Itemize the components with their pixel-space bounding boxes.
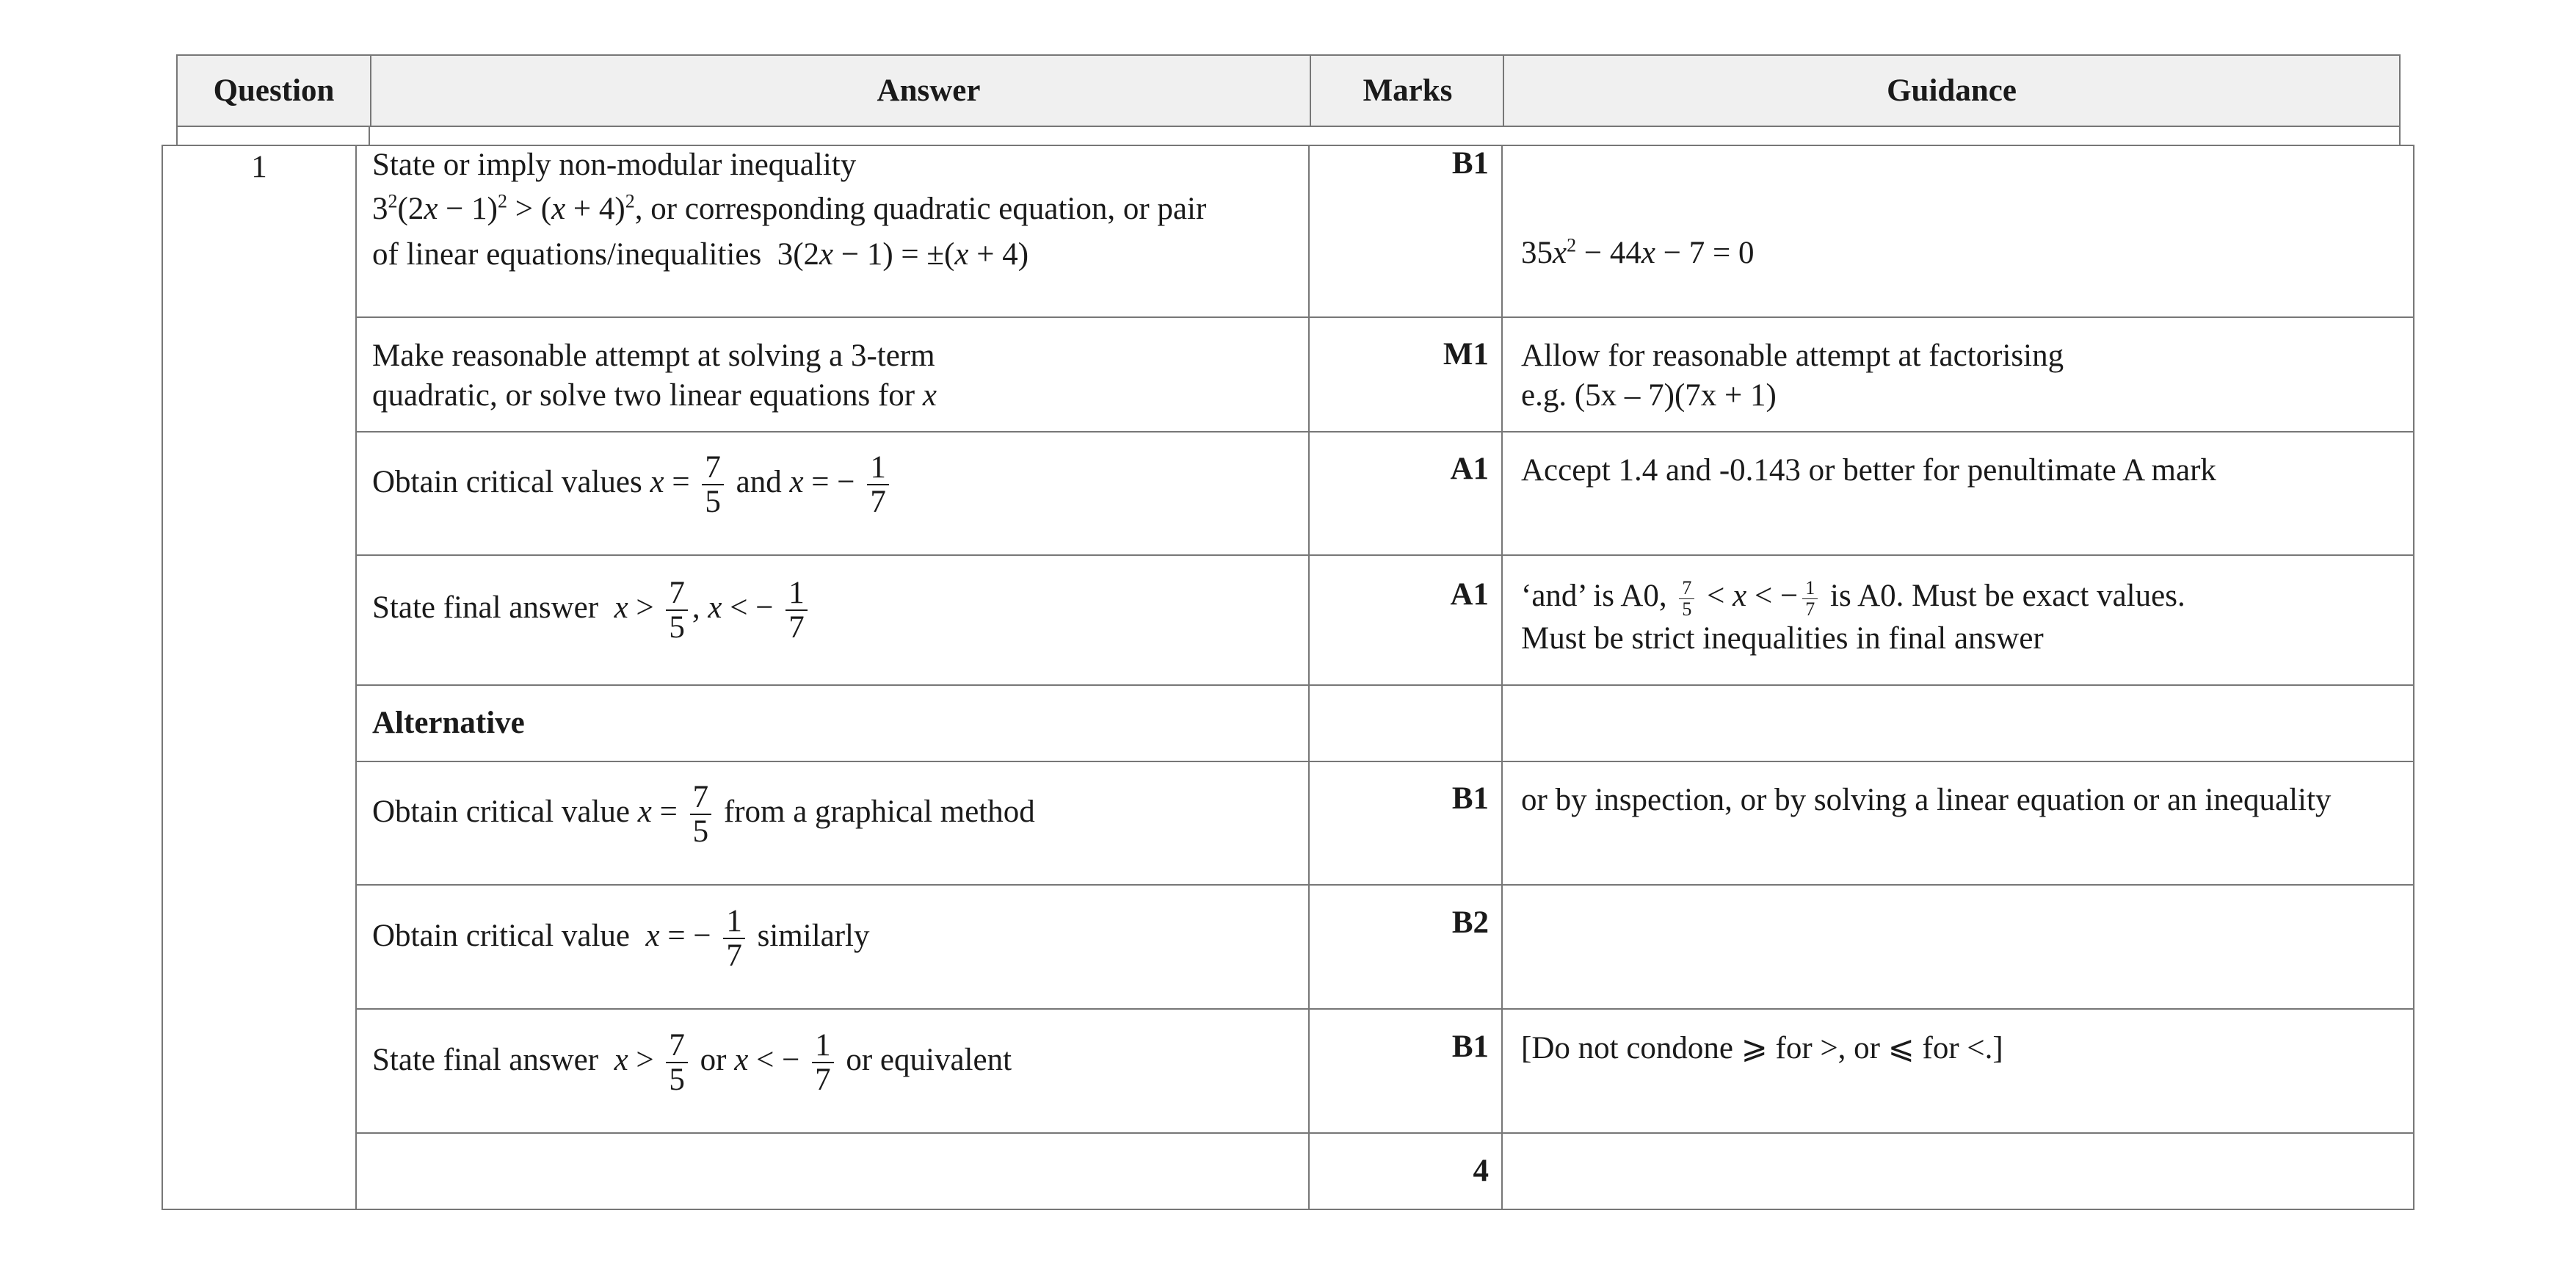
table-header [176, 54, 2401, 127]
guidance-text: [Do not condone ⩾ for >, or ⩽ for <.] [1521, 1031, 2003, 1065]
column-divider [1501, 145, 1503, 1210]
mark-value: B1 [1451, 1029, 1489, 1064]
mark-value: A1 [1450, 577, 1489, 612]
guidance-text: Accept 1.4 and -0.143 or better for penultimate A mark [1521, 453, 2216, 488]
table-row: State final answer x > $\frac{7}{5}$ or x < − $\frac{1}{7}$ or equivalent [372, 1028, 1012, 1098]
mark-value: B1 [1451, 781, 1489, 816]
table-row: Make reasonable attempt at solving a 3-term quadratic, or solve two linear equations for x [372, 339, 937, 413]
mark-value: M1 [1443, 337, 1489, 372]
total-marks: 4 [1473, 1154, 1489, 1188]
header-question: Question [213, 73, 335, 108]
table-row: Obtain critical value x = − $\frac{1}{7}$ similarly [372, 904, 870, 974]
alternative-heading: Alternative [372, 706, 525, 740]
question-number: 1 [251, 149, 267, 184]
header-answer: Answer [877, 73, 981, 108]
header-marks: Marks [1363, 73, 1453, 108]
guidance-text: or by inspection, or by solving a linear equation or an inequality [1521, 783, 2332, 817]
column-divider [1308, 145, 1310, 1210]
table-row: State final answer x > $\frac{7}{5}$ , x < − $\frac{1}{7}$ [372, 576, 812, 644]
table-row: Obtain critical values x = $\frac{7}{5}$ and x = − $\frac{1}{7}$ [372, 451, 893, 518]
guidance-text: ‘and’ is A0, $\frac{7}{5}$ < x < − $\frac{1}{7}$ is A0. Must be exact values. Must be strict inequalities in final answer [1521, 577, 2185, 656]
guidance-text: Allow for reasonable attempt at factorising e.g. (5x – 7)(7x + 1) [1521, 339, 2064, 413]
table-row: State or imply non-modular inequality $3^2(2x - 1)^2 > (x + 4)^2$, or corresponding quadratic equation, or pair of linear equations/inequalities 3(2x − 1) = ±(x + 4) [372, 148, 1207, 272]
guidance-text: $35x^2 - 44x - 7 = 0$ [1521, 234, 1755, 270]
mark-value: A1 [1450, 452, 1489, 486]
header-guidance: Guidance [1887, 73, 2017, 108]
column-divider [355, 145, 357, 1210]
mark-value: B2 [1451, 905, 1489, 940]
mark-value: B1 [1451, 146, 1489, 181]
table-row: Obtain critical value x = $\frac{7}{5}$ from a graphical method [372, 780, 1035, 850]
